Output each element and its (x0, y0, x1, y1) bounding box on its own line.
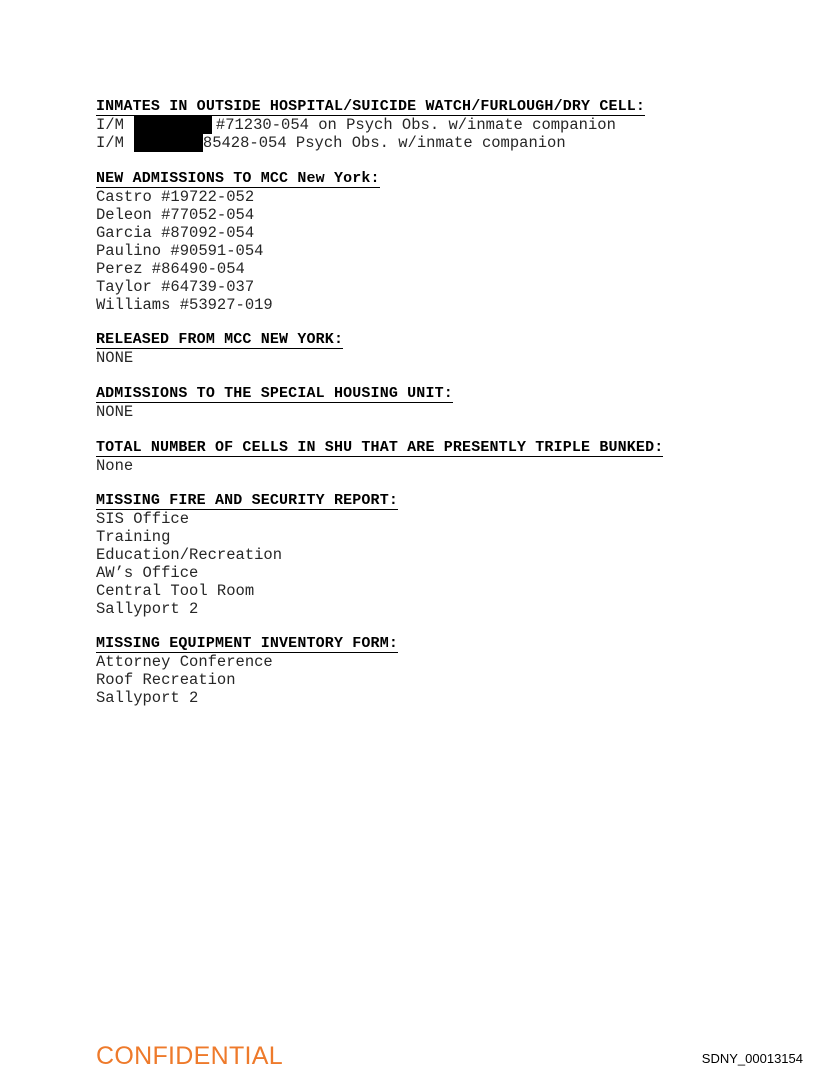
inmate-prefix: I/M (96, 116, 124, 134)
section-heading: RELEASED FROM MCC NEW YORK: (96, 331, 344, 348)
section-missing-equipment (96, 634, 776, 707)
list-item: AW’s Office (96, 564, 199, 582)
section-heading: INMATES IN OUTSIDE HOSPITAL/SUICIDE WATCH/FURLOUGH/DRY CELL: (96, 98, 646, 115)
list-item: Garcia #87092-054 (96, 224, 255, 242)
section-heading: ADMISSIONS TO THE SPECIAL HOUSING UNIT: (96, 385, 453, 402)
list-item: Central Tool Room (96, 582, 255, 600)
list-item: NONE (96, 403, 134, 421)
section-triple-bunked (96, 438, 776, 475)
list-item: Perez #86490-054 (96, 260, 245, 278)
inmate-text: #71230-054 on Psych Obs. w/inmate companion (215, 116, 616, 134)
inmate-text: 85428-054 Psych Obs. w/inmate companion (202, 134, 566, 152)
section-new-admissions (96, 169, 776, 314)
list-item: SIS Office (96, 510, 190, 528)
inmate-row (96, 116, 776, 134)
list-item: Training (96, 528, 171, 546)
bates-number: SDNY_00013154 (701, 1051, 803, 1066)
section-heading: MISSING FIRE AND SECURITY REPORT: (96, 492, 398, 509)
redaction-box (134, 134, 203, 152)
confidential-stamp: CONFIDENTIAL (96, 1042, 283, 1070)
list-item: Castro #19722-052 (96, 188, 255, 206)
list-item: None (96, 457, 134, 475)
list-item: Taylor #64739-037 (96, 278, 255, 296)
section-heading: MISSING EQUIPMENT INVENTORY FORM: (96, 635, 398, 652)
section-released (96, 330, 776, 367)
list-item: NONE (96, 349, 134, 367)
list-item: Sallyport 2 (96, 600, 199, 618)
section-shu-admissions (96, 384, 776, 421)
list-item: Paulino #90591-054 (96, 242, 264, 260)
list-item: Sallyport 2 (96, 689, 199, 707)
list-item: Deleon #77052-054 (96, 206, 255, 224)
section-hospital-suicide-watch (96, 97, 776, 152)
section-missing-fire-security (96, 491, 776, 618)
section-heading: TOTAL NUMBER OF CELLS IN SHU THAT ARE PRESENTLY TRIPLE BUNKED: (96, 439, 664, 456)
inmate-prefix: I/M (96, 134, 124, 152)
inmate-row (96, 134, 776, 152)
redaction-box (134, 116, 212, 134)
list-item: Attorney Conference (96, 653, 273, 671)
list-item: Williams #53927-019 (96, 296, 273, 314)
section-heading: NEW ADMISSIONS TO MCC New York: (96, 170, 380, 187)
list-item: Roof Recreation (96, 671, 236, 689)
list-item: Education/Recreation (96, 546, 283, 564)
